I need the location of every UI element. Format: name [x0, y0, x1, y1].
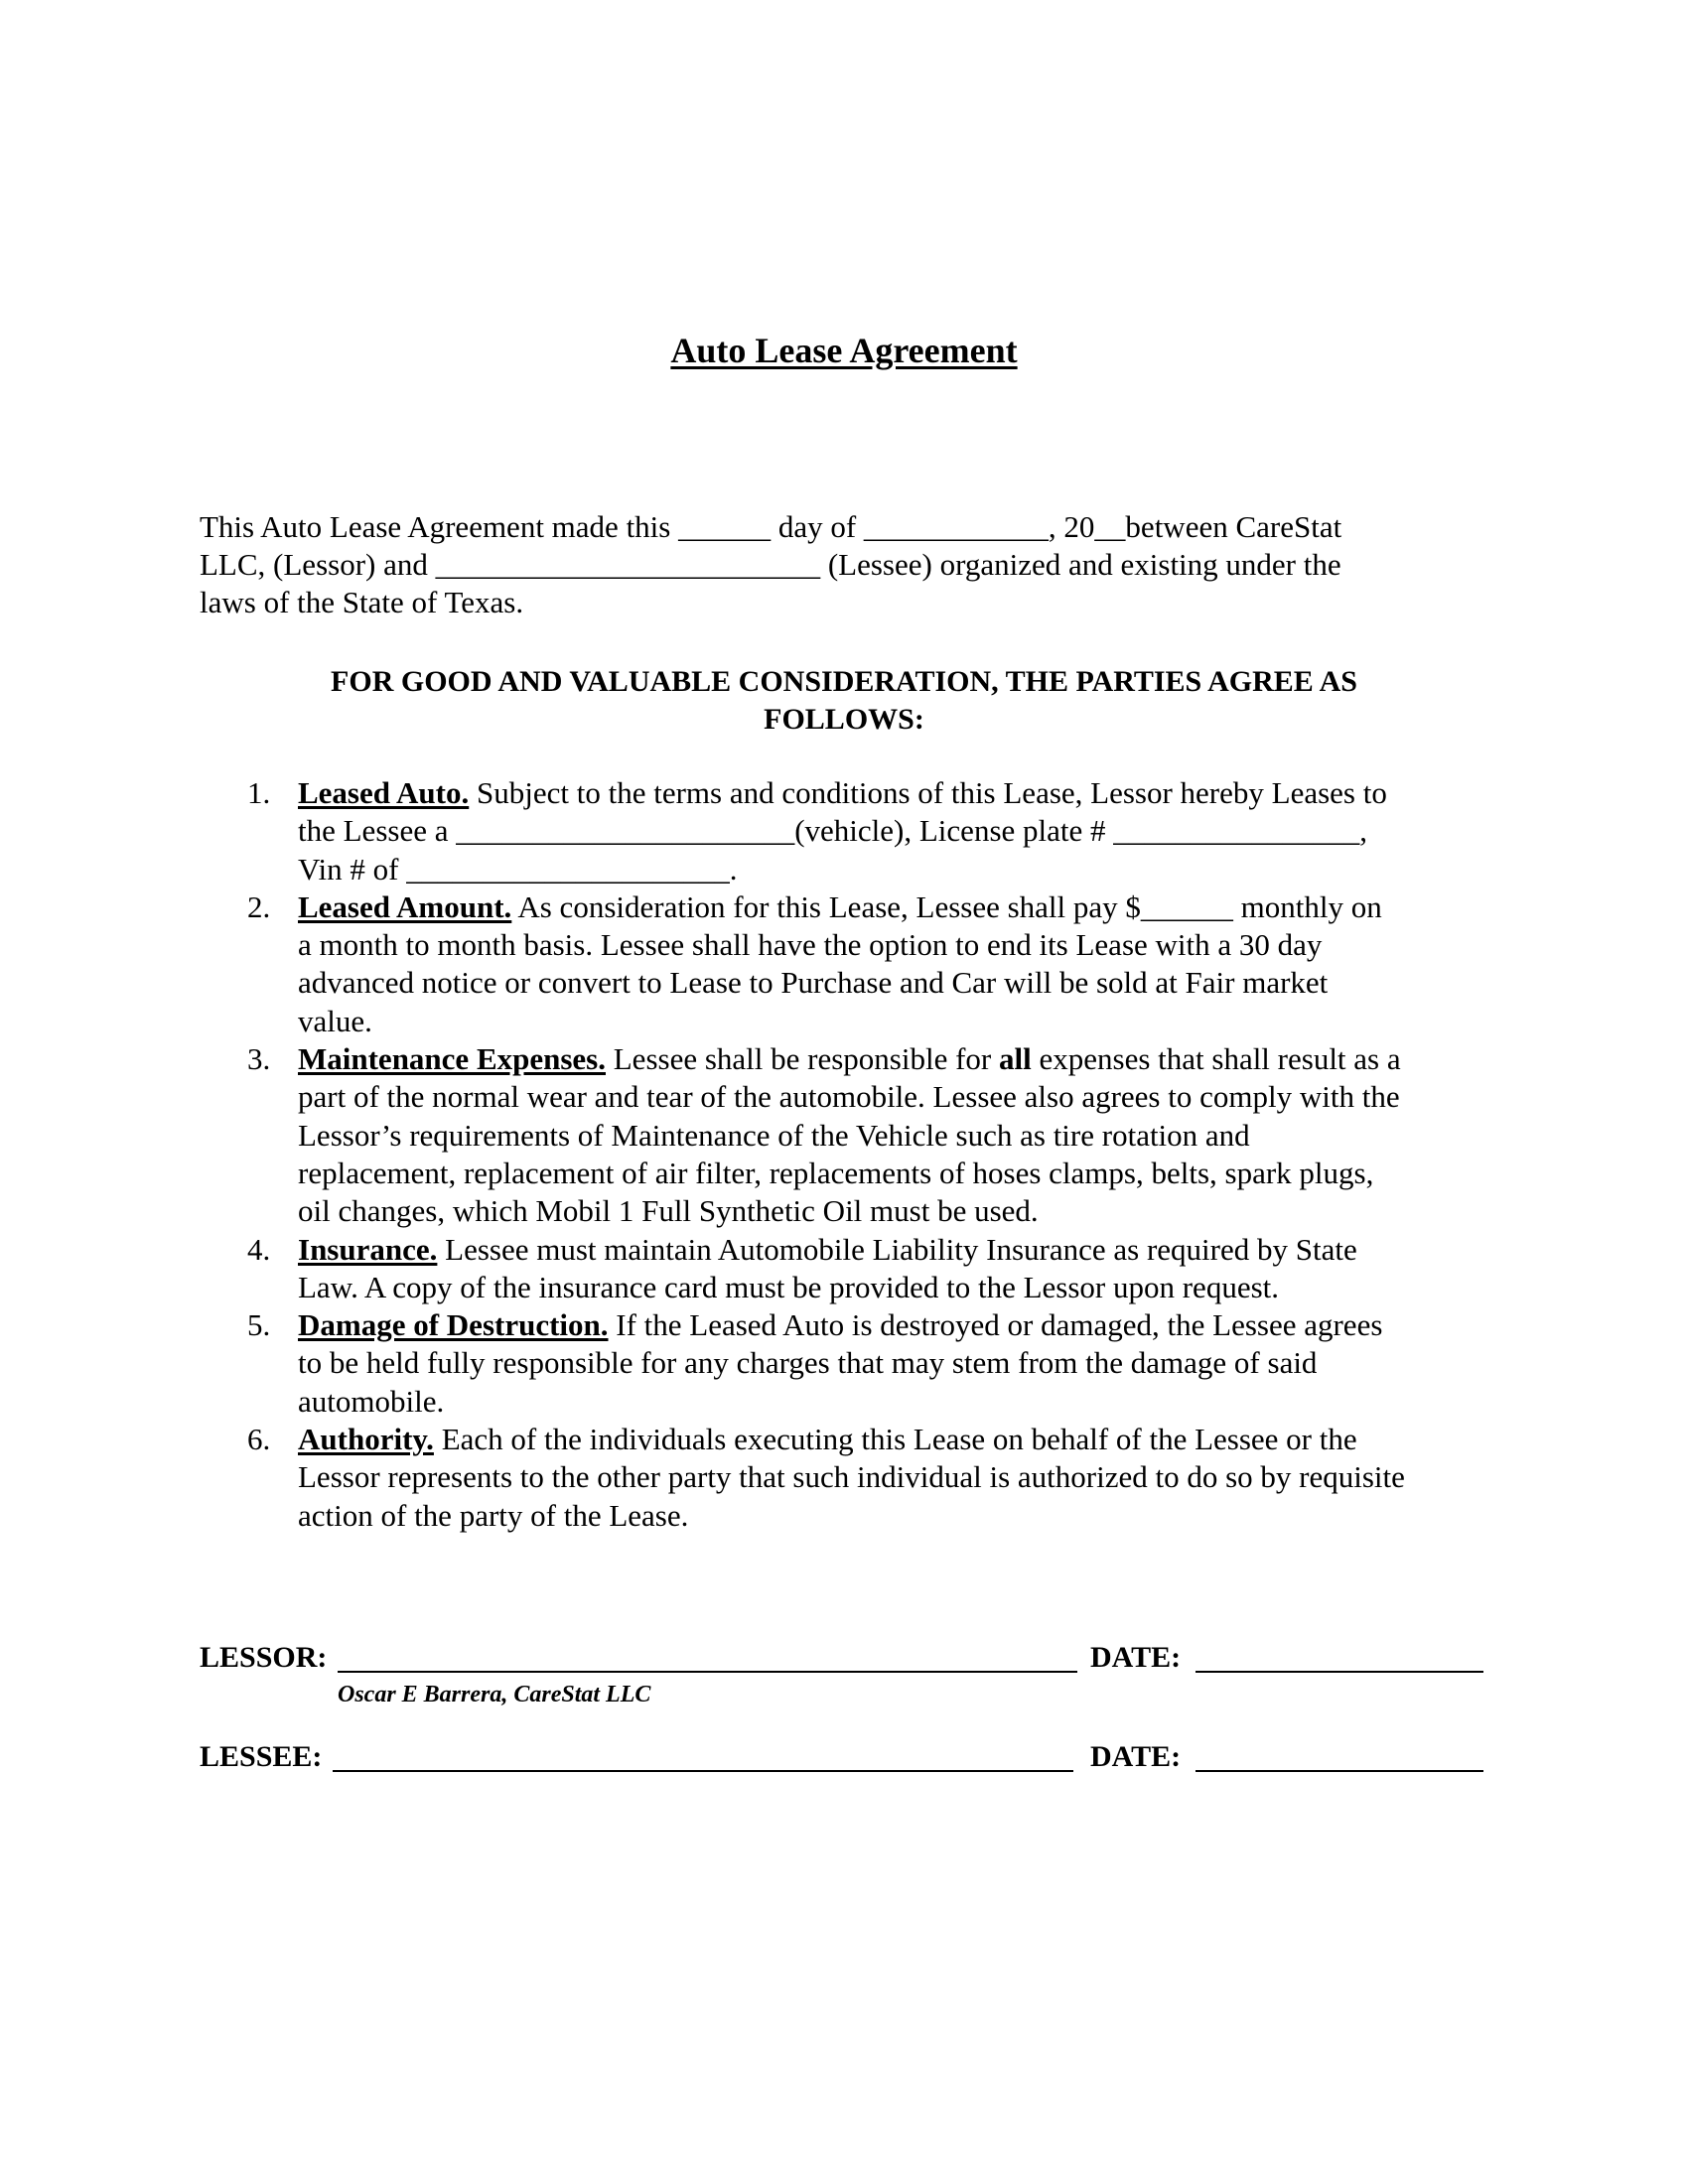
- clause-line: [298, 888, 1509, 926]
- clause-list: [199, 774, 1509, 1535]
- clause-line: a month to month basis. Lessee shall have the option to end its Lease with a 30 day: [298, 927, 1323, 963]
- lessor-signature-row: [200, 1641, 1490, 1681]
- clause-text: As consideration for this Lease, Lessee shall pay $______ monthly on: [511, 888, 1382, 924]
- clause-number: 1.: [247, 775, 271, 810]
- clause-line: Lessor’s requirements of Maintenance of the Vehicle such as tire rotation and: [298, 1117, 1250, 1153]
- clause-line: [298, 1421, 1509, 1458]
- clause-line: to be held fully responsible for any charges that may stem from the damage of said: [298, 1345, 1318, 1381]
- intro-line: LLC, (Lessor) and _________________________ (Lessee) organized and existing under the: [200, 547, 1341, 582]
- clause-line: advanced notice or convert to Lease to Purchase and Car will be sold at Fair market: [298, 965, 1329, 1001]
- clause-line: replacement, replacement of air filter, replacements of hoses clamps, belts, spark plugs,: [298, 1155, 1374, 1190]
- intro-line: laws of the State of Texas.: [200, 585, 524, 619]
- clause-number: 5.: [247, 1307, 271, 1343]
- lessee-signature-line[interactable]: [333, 1770, 1073, 1772]
- clause-heading: Maintenance Expenses.: [298, 1041, 606, 1077]
- clause-line: Vin # of _____________________.: [298, 851, 738, 887]
- lessee-date-line[interactable]: [1196, 1770, 1483, 1772]
- lessor-signature-line[interactable]: [338, 1671, 1077, 1673]
- clause-leased-amount: [199, 888, 1509, 1040]
- clause-line: Law. A copy of the insurance card must be provided to the Lessor upon request.: [298, 1269, 1280, 1304]
- clause-heading: Leased Auto.: [298, 775, 470, 810]
- clause-line: the Lessee a ______________________(vehicle), License plate # ________________,: [298, 813, 1368, 849]
- clause-insurance: [199, 1231, 1509, 1307]
- document-title: Auto Lease Agreement: [670, 331, 1018, 370]
- clause-number: 4.: [247, 1231, 271, 1267]
- lessee-date-label: DATE:: [1090, 1740, 1182, 1773]
- clause-text: Each of the individuals executing this Lease on behalf of the Lessee or the: [433, 1422, 1357, 1457]
- clause-line: [298, 1231, 1509, 1269]
- clause-line: oil changes, which Mobil 1 Full Synthetic Oil must be used.: [298, 1193, 1039, 1229]
- clause-heading: Authority.: [298, 1422, 434, 1457]
- consideration-heading: [199, 663, 1489, 739]
- clause-emphasis: all: [999, 1041, 1032, 1077]
- clause-maintenance-expenses: [199, 1040, 1509, 1230]
- clause-text: Lessee shall be responsible for: [606, 1041, 999, 1077]
- clause-number: 3.: [247, 1041, 271, 1077]
- clause-number: 6.: [247, 1422, 271, 1457]
- clause-text: If the Leased Auto is destroyed or damaged, the Lessee agrees: [608, 1307, 1383, 1343]
- lessee-signature-row: [200, 1740, 1490, 1780]
- clause-damage-of-destruction: [199, 1306, 1509, 1421]
- clause-line: part of the normal wear and tear of the automobile. Lessee also agrees to comply with the: [298, 1079, 1400, 1115]
- clause-line: [298, 774, 1509, 812]
- clause-text: Lessee must maintain Automobile Liability Insurance as required by State: [437, 1231, 1357, 1267]
- clause-text: expenses that shall result as a: [1031, 1041, 1401, 1077]
- intro-line: This Auto Lease Agreement made this ______ day of ____________, 20__between CareStat: [200, 509, 1342, 544]
- clause-line: [298, 1306, 1509, 1344]
- lessor-signer-name: Oscar E Barrera, CareStat LLC: [338, 1682, 651, 1707]
- lessor-label: LESSOR:: [200, 1641, 328, 1674]
- clause-authority: [199, 1421, 1509, 1535]
- clause-heading: Leased Amount.: [298, 888, 512, 924]
- clause-line: automobile.: [298, 1383, 445, 1419]
- lessor-date-label: DATE:: [1090, 1641, 1182, 1674]
- clause-number: 2.: [247, 888, 271, 924]
- lessor-date-line[interactable]: [1196, 1671, 1483, 1673]
- clause-line: Lessor represents to the other party that such individual is authorized to do so by requisite: [298, 1459, 1405, 1495]
- consideration-line: FOR GOOD AND VALUABLE CONSIDERATION, THE PARTIES AGREE AS: [331, 665, 1357, 698]
- clause-line: [298, 1040, 1509, 1078]
- clause-line: action of the party of the Lease.: [298, 1497, 689, 1533]
- clause-leased-auto: [199, 774, 1509, 888]
- clause-line: value.: [298, 1003, 372, 1038]
- clause-heading: Insurance.: [298, 1231, 438, 1267]
- clause-heading: Damage of Destruction.: [298, 1307, 609, 1343]
- consideration-line: FOLLOWS:: [764, 703, 924, 736]
- lessee-label: LESSEE:: [200, 1740, 323, 1773]
- clause-text: Subject to the terms and conditions of this Lease, Lessor hereby Leases to: [469, 775, 1387, 810]
- intro-paragraph: [200, 508, 1490, 621]
